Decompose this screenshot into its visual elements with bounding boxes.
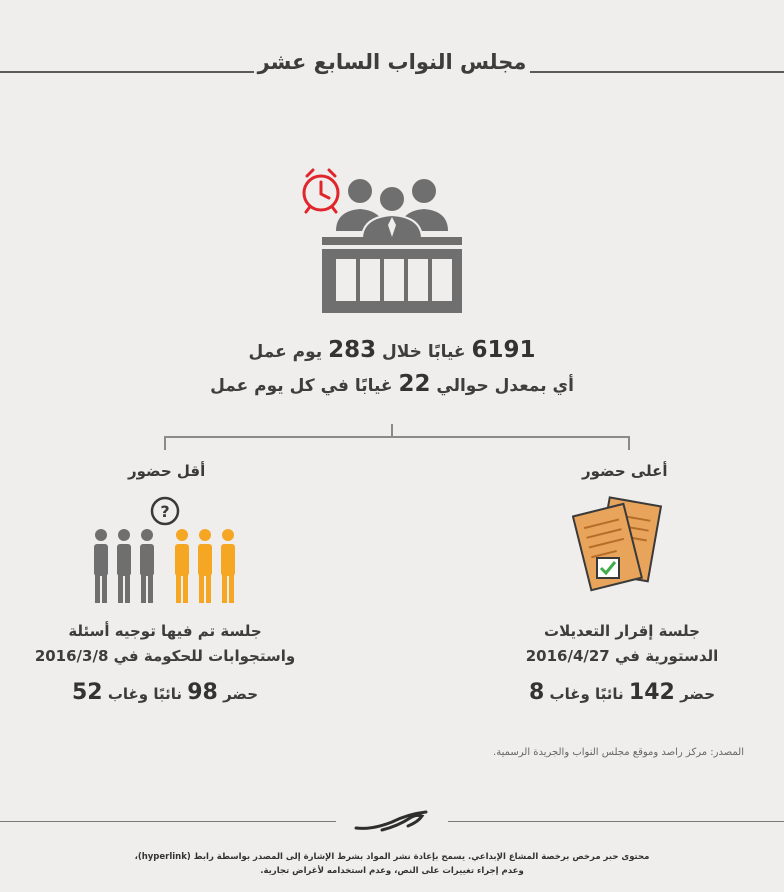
highest-stat-prefix: حضر — [680, 685, 716, 703]
rate-prefix: أي بمعدل حوالي — [436, 376, 574, 396]
highest-desc-line2: الدستورية في 2016/4/27 — [525, 647, 719, 665]
tree-left-drop — [164, 436, 166, 450]
license-line-1: محتوى حبر مرخص برخصة المشاع الإبداعي. يسمح بإعادة نشر المواد بشرط الإشارة إلى المصدر بواسطة رابط (hyperlink)، — [134, 852, 650, 862]
lowest-stat-prefix: حضر — [223, 685, 259, 703]
lowest-description — [15, 619, 315, 669]
page-title: مجلس النواب السابع عشر — [257, 50, 527, 74]
alarm-clock-icon — [299, 168, 343, 214]
lowest-desc-line1: جلسة تم فيها توجيه أسئلة — [68, 622, 262, 640]
absences-text: غيابًا خلال — [382, 342, 466, 362]
days-count: 283 — [328, 337, 377, 363]
lowest-stat — [15, 680, 315, 705]
footer-rule-left — [0, 821, 336, 822]
footer-rule-right — [448, 821, 784, 822]
lowest-desc-line2: واستجوابات للحكومة في 2016/3/8 — [34, 647, 296, 665]
summary-line-2 — [0, 371, 784, 397]
rate-suffix: غيابًا في كل يوم عمل — [210, 376, 393, 396]
highest-heading: أعلى حضور — [582, 462, 668, 480]
days-text: يوم عمل — [248, 342, 323, 362]
lowest-absent-count: 52 — [71, 680, 103, 705]
tree-right-drop — [628, 436, 630, 450]
question-icon — [152, 498, 178, 524]
svg-text:?: ? — [160, 502, 170, 521]
lowest-stat-mid: نائبًا وغاب — [107, 685, 182, 703]
summary-line-1 — [0, 337, 784, 363]
tree-bar — [164, 436, 630, 438]
source-note: المصدر: مركز راصد وموقع مجلس النواب والجريدة الرسمية. — [493, 747, 744, 758]
highest-stat — [472, 680, 772, 705]
documents-icon — [572, 494, 664, 592]
highest-stat-mid: نائبًا وغاب — [549, 685, 624, 703]
highest-absent-count: 8 — [528, 680, 545, 705]
lowest-present-count: 98 — [187, 680, 218, 705]
lowest-heading: أقل حضور — [128, 462, 206, 480]
people-icon — [88, 495, 242, 607]
rate-count: 22 — [398, 371, 431, 397]
license-line-2: وعدم إجراء تغييرات على النص، وعدم استخدامه لأغراض تجارية. — [260, 866, 524, 876]
highest-present-count: 142 — [628, 680, 675, 705]
logo-icon — [352, 806, 432, 836]
highest-desc-line1: جلسة إقرار التعديلات — [544, 622, 700, 640]
absences-count: 6191 — [471, 337, 536, 363]
highest-description — [472, 619, 772, 669]
